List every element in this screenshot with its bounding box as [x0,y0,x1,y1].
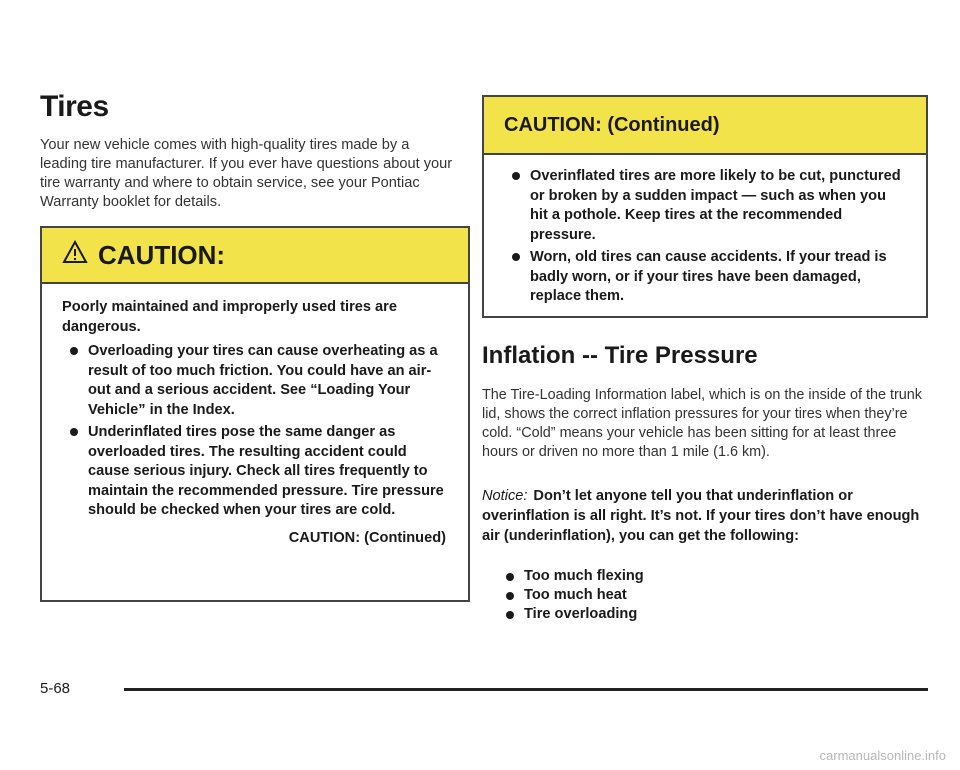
bullet-icon [506,592,514,600]
section-title-tires: Tires [40,90,109,123]
caution-header [484,97,926,155]
inflation-paragraph: The Tire-Loading Information label, which is on the inside of the trunk lid, shows the correct inflation pressures for your tires when they’re cold. “Cold” means your vehicle has been sitting for at least three hours or driven no more than 1 mile (1.6 km). [482,387,922,460]
warning-triangle-icon [62,240,88,271]
tires-intro-paragraph: Your new vehicle comes with high-quality tires made by a leading tire manufacturer. If you ever have questions about your tire warranty and where to obtain service, see your Pontiac Warranty booklet for details. [40,137,453,210]
notice-bullet-list [506,568,906,625]
footer-rule [124,688,928,691]
caution-body [484,155,926,307]
list-item: Too much heat [506,587,906,603]
caution-box-continued [482,95,928,318]
caution-bullet-list [512,167,906,307]
caution-body [42,284,468,548]
page-number: 5-68 [40,680,71,697]
caution-header [42,228,468,284]
bullet-icon [512,253,520,261]
notice-paragraph [482,486,928,546]
bullet-icon [506,573,514,581]
caution-heading: CAUTION: [98,239,226,270]
watermark: carmanualsonline.info [819,748,946,763]
bullet-icon [506,611,514,619]
caution-continued-note: CAUTION: (Continued) [288,529,446,546]
caution-bullet-list [62,342,448,521]
list-item: Too much flexing [506,568,906,584]
notice-label: Notice: [482,488,528,504]
list-item: Overloading your tires can cause overheating as a result of too much friction. You could have an air-out and a serious accident. See “Loading Your Vehicle” in the Index. [70,342,448,420]
bullet-icon [70,428,78,436]
section-title-inflation: Inflation -- Tire Pressure [482,342,758,369]
bullet-icon [70,347,78,355]
list-item: Underinflated tires pose the same danger as overloaded tires. The resulting accident could cause serious injury. Check all tires frequently to maintain the recommended pressure. Tire pressure should be checked when your tires are cold. [70,423,448,521]
caution-box-tires [40,226,470,602]
notice-text: Don’t let anyone tell you that underinflation or overinflation is all right. It’s not. If your tires don’t have enough air (underinflation), you can get the following: [482,488,920,544]
caution-heading: CAUTION: (Continued) [504,113,720,136]
caution-lead: Poorly maintained and improperly used tires are dangerous. [62,299,397,335]
list-item: Tire overloading [506,606,906,622]
list-item: Worn, old tires can cause accidents. If your tread is badly worn, or if your tires have been damaged, replace them. [512,248,906,307]
list-item: Overinflated tires are more likely to be cut, punctured or broken by a sudden impact — such as when you hit a pothole. Keep tires at the recommended pressure. [512,167,906,245]
bullet-icon [512,172,520,180]
